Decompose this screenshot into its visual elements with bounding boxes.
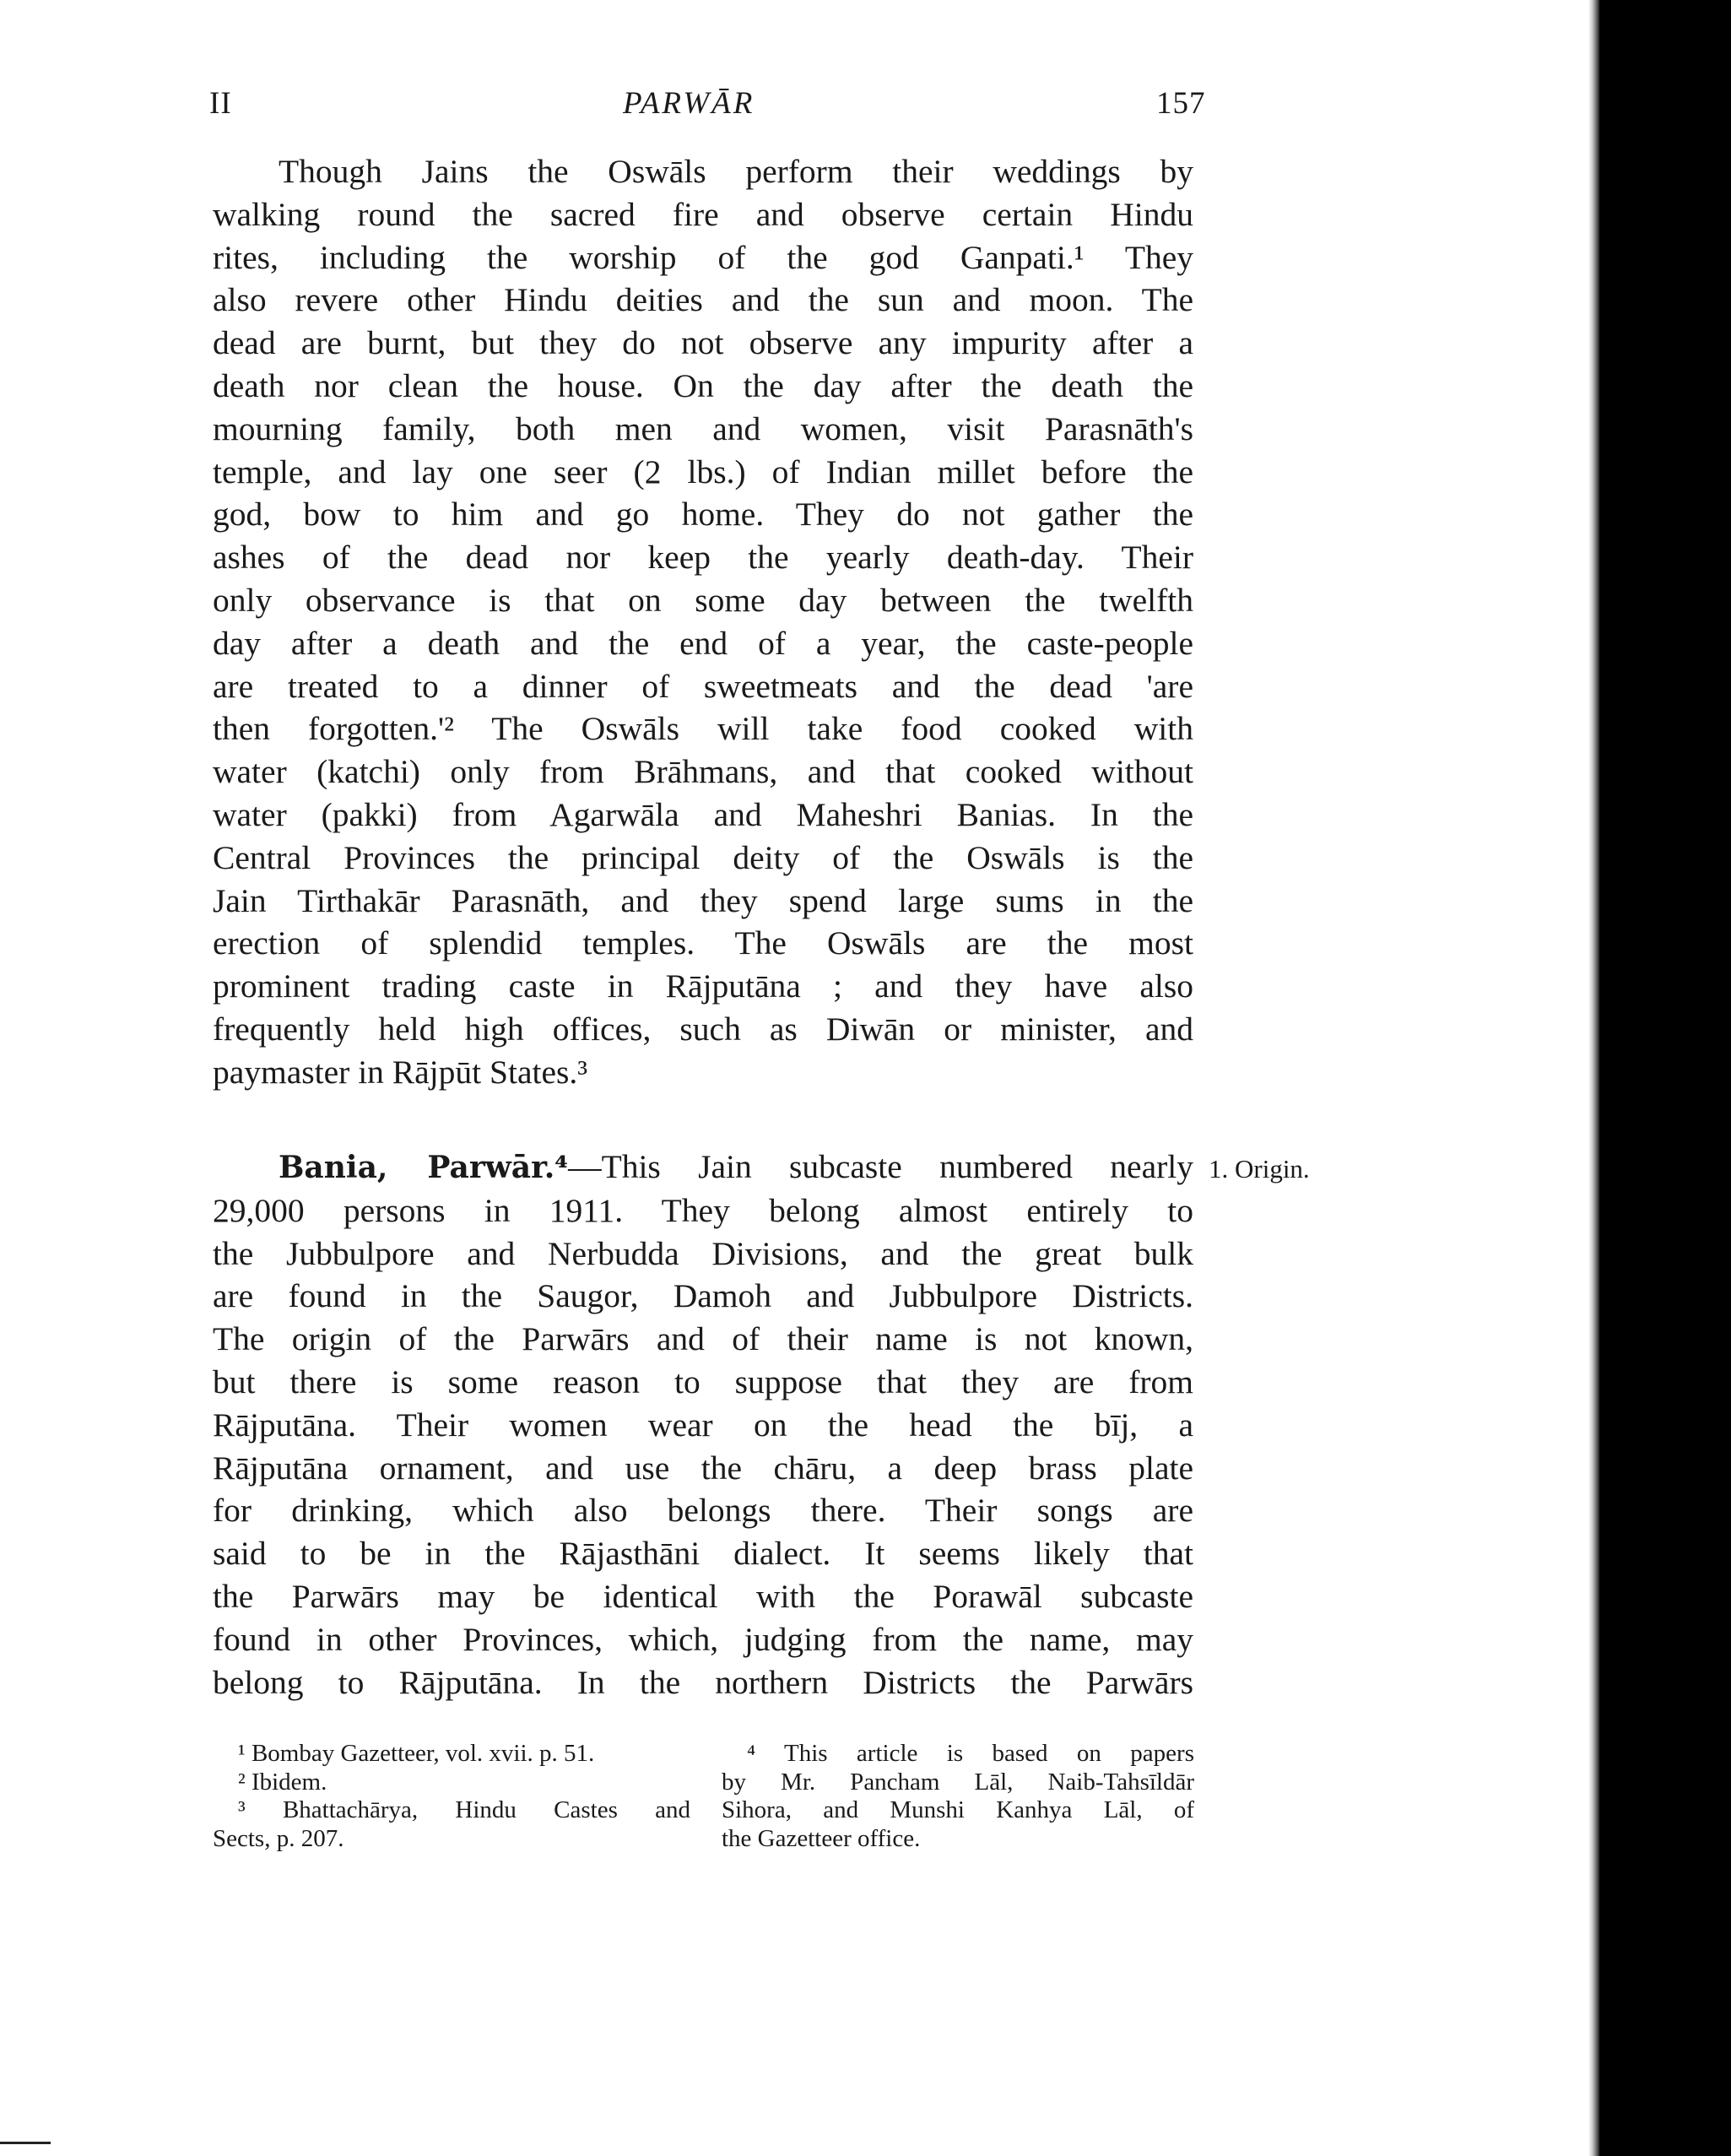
scan-black-edge (1600, 0, 1731, 2156)
footnote-3 (213, 1796, 690, 1853)
footnote-4-line: Sihora, and Munshi Kanhya Lāl, of (722, 1796, 1194, 1824)
text-line: Central Provinces the principal deity of the Oswāls is the (213, 838, 1193, 876)
text-line: the Parwārs may be identical with the Porawāl subcaste (213, 1577, 1193, 1615)
entry-heading: Bania, Parwār.⁴ (279, 1150, 569, 1185)
text-line: temple, and lay one seer (2 lbs.) of Indian millet before the (213, 452, 1193, 490)
footnote-3-line: Sects, p. 207. (213, 1824, 344, 1852)
text-line: Though Jains the Oswāls perform their weddings by (279, 153, 1193, 190)
text-line: paymaster in Rājpūt States.³ (213, 1053, 588, 1091)
text-line: water (katchi) only from Brāhmans, and that cooked without (213, 753, 1193, 791)
page-number: 157 (1156, 86, 1206, 121)
text-line: are found in the Saugor, Damoh and Jubbulpore Districts. (213, 1277, 1193, 1315)
text-line: Rājputāna. Their women wear on the head the bīj, a (213, 1406, 1193, 1444)
text-line: found in other Provinces, which, judging from the name, may (213, 1620, 1193, 1658)
text-line: the Jubbulpore and Nerbudda Divisions, and the great bulk (213, 1234, 1193, 1272)
text-line: then forgotten.'² The Oswāls will take food cooked with (213, 710, 1193, 748)
margin-note-origin: 1. Origin. (1209, 1154, 1310, 1184)
footnote-4 (722, 1740, 1194, 1853)
text-line: said to be in the Rājasthāni dialect. It seems likely that (213, 1535, 1193, 1573)
footnote-2: ² Ibidem. (238, 1768, 327, 1796)
text-line: walking round the sacred fire and observe certain Hindu (213, 195, 1193, 233)
footnotes-right-column (722, 1740, 1194, 1853)
footnote-4-line: ⁴ This article is based on papers (747, 1740, 1194, 1767)
paragraph-bania-parwar (213, 1146, 1193, 1704)
text-line: for drinking, which also belongs there. Their songs are (213, 1492, 1193, 1530)
footnote-4-line: the Gazetteer office. (722, 1824, 921, 1852)
text-line: mourning family, both men and women, visit Parasnāth's (213, 409, 1193, 447)
text-line: prominent trading caste in Rājputāna ; and they have also (213, 967, 1193, 1005)
text-line: belong to Rājputāna. In the northern Districts the Parwārs (213, 1663, 1193, 1701)
footnotes-left-column (213, 1740, 690, 1853)
running-title: PARWĀR (623, 86, 755, 121)
text-line: Jain Tirthakār Parasnāth, and they spend large sums in the (213, 881, 1193, 919)
text-line: 29,000 persons in 1911. They belong almost entirely to (213, 1191, 1193, 1229)
text-line: erection of splendid temples. The Oswāls are the most (213, 924, 1193, 962)
footnote-4-line: by Mr. Pancham Lāl, Naib-Tahsīldār (722, 1768, 1194, 1796)
text-line: frequently held high offices, such as Diwān or minister, and (213, 1010, 1193, 1048)
text-line: water (pakki) from Agarwāla and Maheshri Banias. In the (213, 795, 1193, 833)
paragraph-oswal-customs (213, 150, 1193, 1094)
footnote-3-line: ³ Bhattachārya, Hindu Castes and (238, 1796, 690, 1824)
text-line: are treated to a dinner of sweetmeats and the dead 'are (213, 667, 1193, 705)
text-line-lead (213, 1146, 1193, 1189)
text-line: death nor clean the house. On the day after the death the (213, 366, 1193, 404)
text-line: god, bow to him and go home. They do not gather the (213, 496, 1193, 534)
text-line: day after a death and the end of a year, the caste-people (213, 624, 1193, 662)
scan-edge-fringe (1588, 0, 1600, 2156)
text-line: rites, including the worship of the god Ganpati.¹ They (213, 238, 1193, 276)
text-line: but there is some reason to suppose that they are from (213, 1362, 1193, 1400)
text-line: —This Jain subcaste numbered nearly (568, 1148, 1193, 1185)
text-line: ashes of the dead nor keep the yearly death-day. Their (213, 539, 1193, 577)
text-line: Rājputāna ornament, and use the chāru, a deep brass plate (213, 1449, 1193, 1487)
section-numeral: II (209, 86, 232, 121)
text-line: The origin of the Parwārs and of their name is not known, (213, 1320, 1193, 1358)
text-line: only observance is that on some day between the twelfth (213, 581, 1193, 619)
footnote-1: ¹ Bombay Gazetteer, vol. xvii. p. 51. (238, 1740, 595, 1767)
scan-margin-mark (0, 2142, 51, 2144)
text-line: dead are burnt, but they do not observe any impurity after a (213, 324, 1193, 362)
text-line: also revere other Hindu deities and the sun and moon. The (213, 281, 1193, 319)
